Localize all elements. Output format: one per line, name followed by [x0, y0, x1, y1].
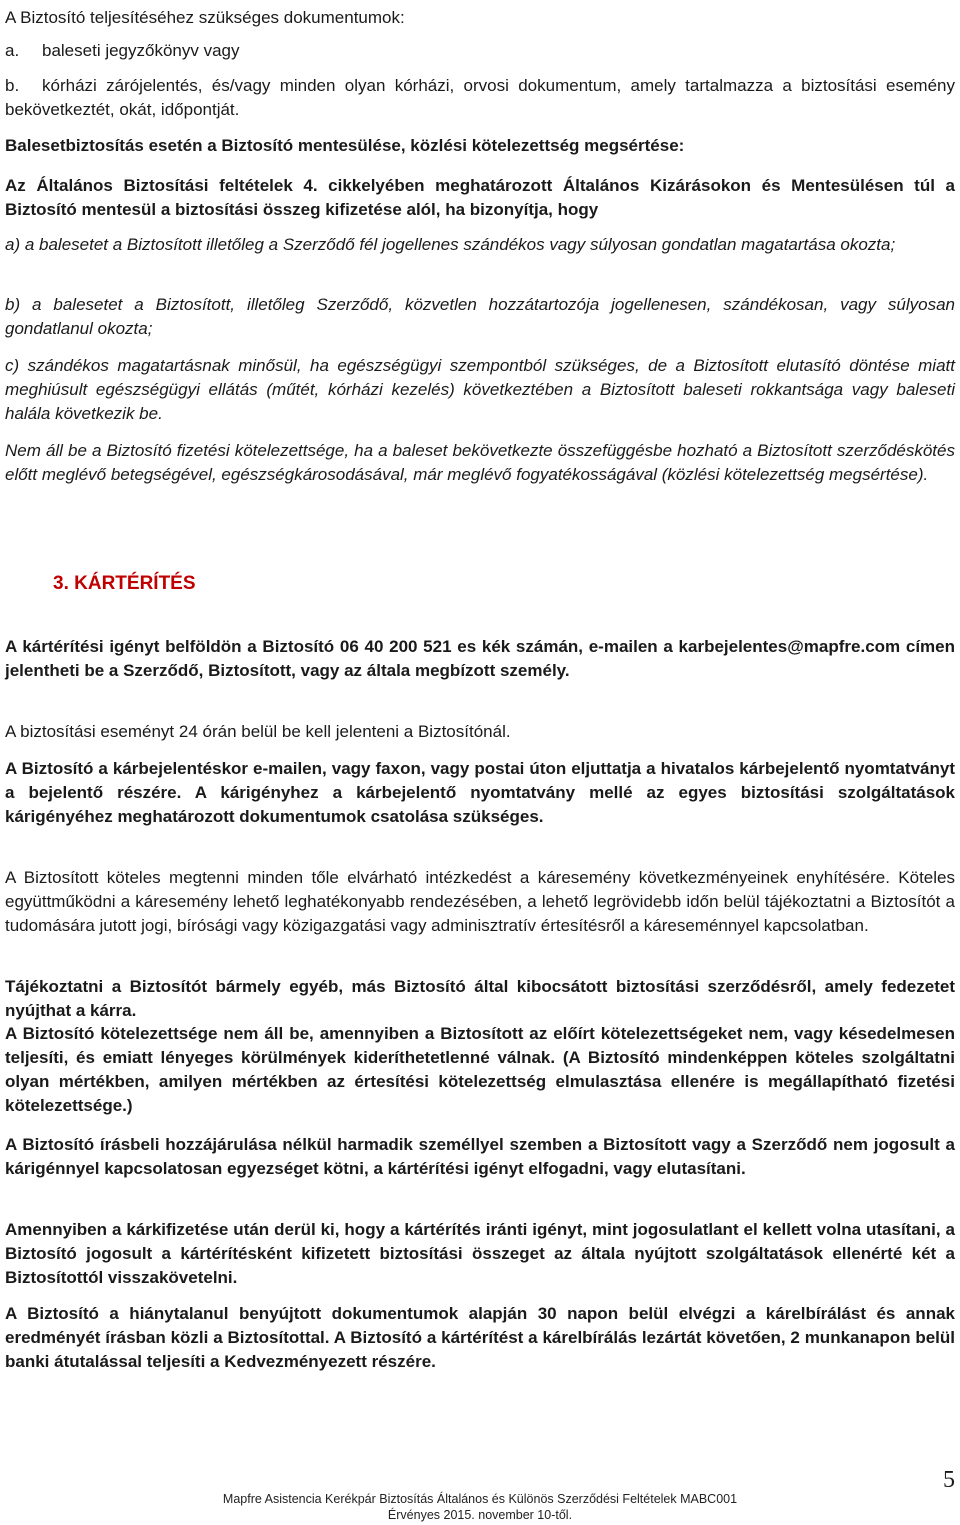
list-item — [5, 74, 955, 122]
list-marker: b. — [5, 76, 20, 95]
footer-title: Mapfre Asistencia Kerékpár Biztosítás Általános és Különös Szerződési Feltételek MABC001 — [222, 1492, 738, 1506]
list-marker: a. — [5, 41, 20, 60]
claims-p8: Amennyiben a kárkifizetése után derül ki, hogy a kártérítés iránti igényt, mint jogosulatlant el kellett volna utasítani, a Biztosító jogosult a kártérítésként kifizetett biztosítási összeget az általa nyújtott szolgáltatások ellenérté két a Biztosítottól visszakövetelni. — [5, 1220, 955, 1287]
claims-p2: A biztosítási eseményt 24 órán belül be kell jelenteni a Biztosítónál. — [5, 722, 511, 741]
list-item-text: baleseti jegyzőkönyv vagy — [42, 41, 240, 60]
section-heading: 3. KÁRTÉRÍTÉS — [53, 573, 196, 594]
claims-p9: A Biztosító a hiánytalanul benyújtott dokumentumok alapján 30 napon belül elvégzi a kárelbírálást és annak eredményét írásban közli a Biztosítottal. A Biztosító a kártérítést a kárelbírálás lezártát követően, 2 munkanapon belül banki átutalással teljesíti a Kedvezményezett részére. — [5, 1304, 955, 1371]
clause-pre-existing: Nem áll be a Biztosító fizetési kötelezettsége, ha a baleset bekövetkezte összefüggésbe hozható a Biztosított szerződéskötés előtt meglévő betegségével, egészségkárosodásával, már meglévő fogyatékosságával (közlési kötelezettség megsértése). — [5, 441, 955, 484]
page-number: 5 — [943, 1467, 955, 1493]
exemption-title: Balesetbiztosítás esetén a Biztosító mentesülése, közlési kötelezettség megsértése: — [5, 136, 685, 155]
exemption-intro: Az Általános Biztosítási feltételek 4. cikkelyében meghatározott Általános Kizárásokon és Mentesülésen túl a Biztosító mentesül a biztosítási összeg kifizetése alól, ha bizonyítja, hogy — [5, 176, 955, 219]
claims-p6: A Biztosító kötelezettsége nem áll be, amennyiben a Biztosított az előírt kötelezettségeket nem, vagy késedelmesen teljesíti, és emiatt lényeges körülmények kideríthetetlenné válnak. (A Biztosító mindenképpen köteles szolgáltatni olyan mértékben, amilyen mértékben az értesítési kötelezettség elmulasztása ellenére is megállapítható fizetési kötelezettsége.) — [5, 1024, 955, 1115]
clause-a: a) a balesetet a Biztosított illetőleg a Szerződő fél jogellenes szándékos vagy súlyosan gondatlan magatartása okozta; — [5, 235, 896, 254]
clause-c: c) szándékos magatartásnak minősül, ha egészségügyi szempontból szükséges, de a Biztosított elutasító döntése miatt meghiúsult egészségügyi ellátás (műtét, kórházi kezelés) következtében a Biztosított baleseti rokkantsága vagy baleseti halála következik be. — [5, 356, 955, 423]
claims-p5: Tájékoztatni a Biztosítót bármely egyéb, más Biztosító által kibocsátott biztosítási szerződésről, amely fedezetet nyújthat a kárra. — [5, 977, 955, 1020]
footer-validity: Érvényes 2015. november 10-től. — [387, 1508, 573, 1522]
list-item-text: kórházi zárójelentés, és/vagy minden olyan kórházi, orvosi dokumentum, amely tartalmazza a biztosítási esemény bekövetkeztét, okát, időpontját. — [5, 76, 955, 119]
claims-p3: A Biztosító a kárbejelentéskor e-mailen, vagy faxon, vagy postai úton eljuttatja a hivatalos kárbejelentő nyomtatványt a bejelentő részére. A kárigényhez a kárbejelentő nyomtatvány mellé az egyes biztosítási szolgáltatások kárigényéhez meghatározott dokumentumok csatolása szükséges. — [5, 759, 955, 826]
clause-b: b) a balesetet a Biztosított, illetőleg Szerződő, közvetlen hozzátartozója jogellenesen, szándékosan, vagy súlyosan gondatlanul okozta; — [5, 295, 955, 338]
list-item — [5, 39, 955, 63]
claims-p7: A Biztosító írásbeli hozzájárulása nélkül harmadik személlyel szemben a Biztosított vagy a Szerződő nem jogosult a kárigénnyel kapcsolatosan egyezséget kötni, a kártérítési igényt elfogadni, vagy elutasítani. — [5, 1135, 955, 1178]
claims-p4: A Biztosított köteles megtenni minden tőle elvárható intézkedést a káresemény következményeinek enyhítésére. Köteles együttműködni a káresemény lehető leghatékonyabb rendezésében, a lehető legrövidebb időn belül tájékoztatni a Biztosítót a tudomására jutott jogi, bírósági vagy közigazgatási vagy adminisztratív értesítésről a káreseménnyel kapcsolatban. — [5, 868, 955, 935]
documents-heading: A Biztosító teljesítéséhez szükséges dokumentumok: — [5, 8, 405, 27]
claims-p1: A kártérítési igényt belföldön a Biztosító 06 40 200 521 es kék számán, e-mailen a karbejelentes@mapfre.com címen jelentheti be a Szerződő, Biztosított, vagy az általa megbízott személy. — [5, 637, 955, 680]
